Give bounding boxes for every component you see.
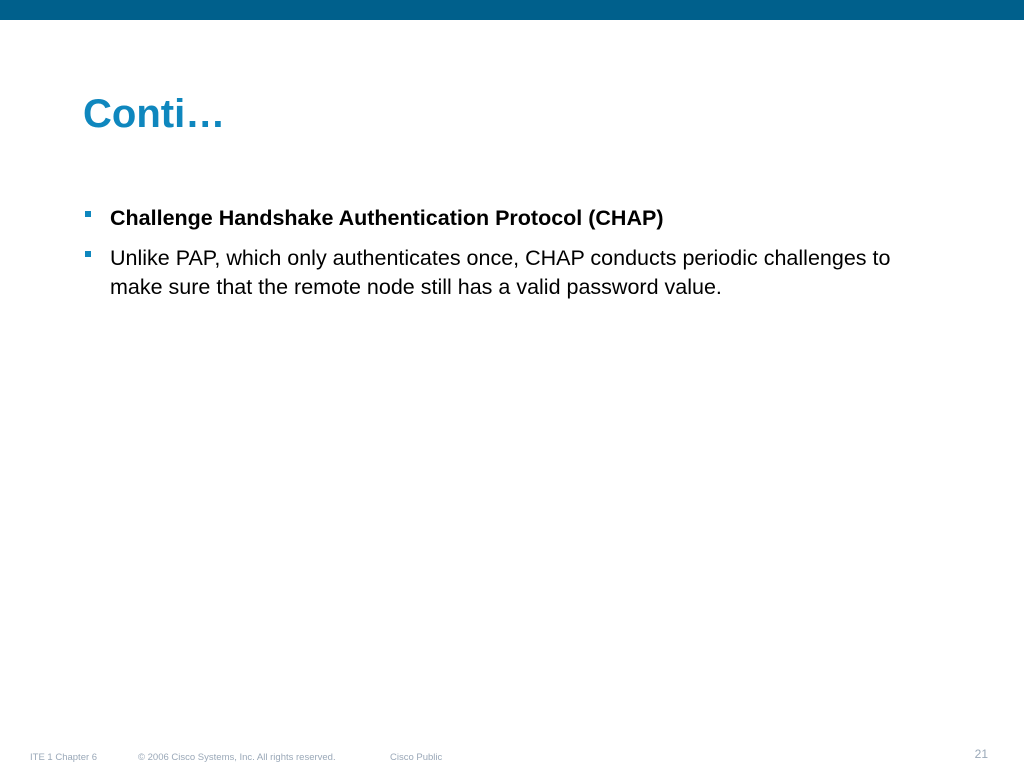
slide-title: Conti…	[83, 92, 226, 136]
footer-course-label: ITE 1 Chapter 6	[30, 752, 98, 763]
footer-copyright: © 2006 Cisco Systems, Inc. All rights reserved.	[138, 752, 336, 763]
square-bullet-icon	[85, 251, 91, 257]
slide-footer	[0, 752, 1024, 768]
square-bullet-icon	[85, 211, 91, 217]
top-banner-bar	[0, 0, 1024, 20]
footer-classification: Cisco Public	[390, 752, 443, 763]
bullet-item	[83, 204, 943, 233]
bullet-list	[83, 204, 943, 313]
bullet-text: Unlike PAP, which only authenticates once, CHAP conducts periodic challenges to make sure that the remote node still has a valid password value.	[110, 246, 891, 299]
bullet-text: Challenge Handshake Authentication Protocol (CHAP)	[110, 206, 664, 230]
page-number: 21	[974, 747, 988, 761]
bullet-item	[83, 244, 943, 302]
